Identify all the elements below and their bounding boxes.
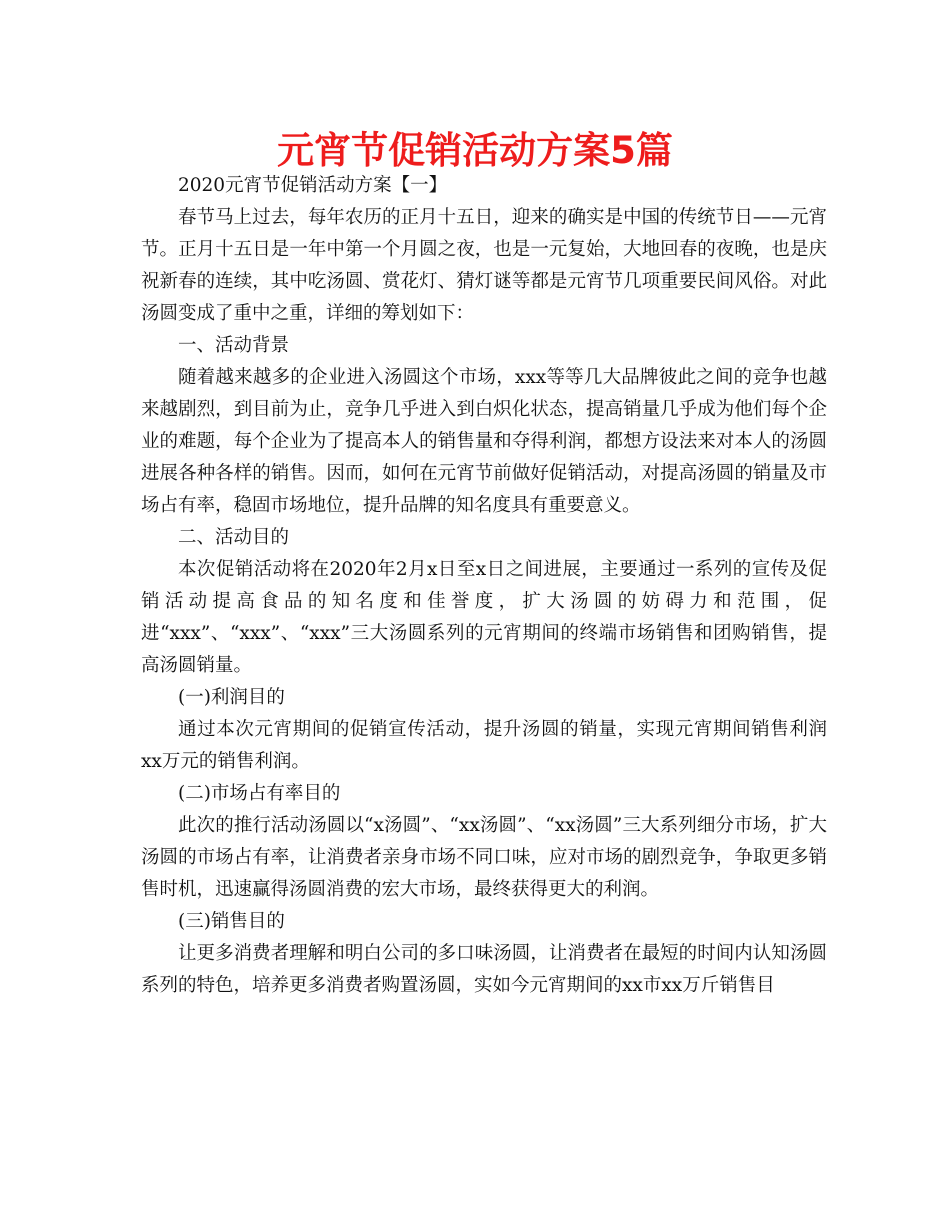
paragraph: 随着越来越多的企业进入汤圆这个市场，xxx等等几大品牌彼此之间的竞争也越来越剧烈，到目前为止，竞争几乎进入到白炽化状态，提高销量几乎成为他们每个企业的难题，每个企业为了提高本人的销售量和夺得利润，都想方设法来对本人的汤圆进展各种各样的销售。因而，如何在元宵节前做好促销活动，对提高汤圆的销量及市场占有率，稳固市场地位，提升品牌的知名度具有重要意义。 bbox=[141, 367, 827, 516]
subsection-heading: (二)市场占有率目的 bbox=[178, 783, 341, 804]
section-heading: 2020元宵节促销活动方案【一】 bbox=[178, 175, 448, 196]
section-heading: 二、活动目的 bbox=[178, 527, 290, 548]
paragraph: 通过本次元宵期间的促销宣传活动，提升汤圆的销量，实现元宵期间销售利润xx万元的销售利润。 bbox=[141, 719, 827, 772]
subsection-heading: (三)销售目的 bbox=[178, 911, 285, 932]
paragraph: 让更多消费者理解和明白公司的多口味汤圆，让消费者在最短的时间内认知汤圆系列的特色，培养更多消费者购置汤圆，实如今元宵期间的xx市xx万斤销售目 bbox=[141, 943, 827, 996]
subsection-heading: (一)利润目的 bbox=[178, 687, 285, 708]
paragraph: 春节马上过去，每年农历的正月十五日，迎来的确实是中国的传统节日——元宵节。正月十五日是一年中第一个月圆之夜，也是一元复始，大地回春的夜晚，也是庆祝新春的连续，其中吃汤圆、赏花灯、猜灯谜等都是元宵节几项重要民间风俗。对此汤圆变成了重中之重，详细的筹划如下： bbox=[141, 207, 827, 324]
document-body bbox=[141, 170, 827, 1002]
section-heading: 一、活动背景 bbox=[178, 335, 290, 356]
paragraph: 本次促销活动将在2020年2月x日至x日之间进展，主要通过一系列的宣传及促销活动提高食品的知名度和佳誉度，扩大汤圆的妨碍力和范围，促进“xxx”、“xxx”、“xxx”三大汤圆系列的元宵期间的终端市场销售和团购销售，提高汤圆销量。 bbox=[141, 559, 827, 676]
paragraph: 此次的推行活动汤圆以“x汤圆”、“xx汤圆”、“xx汤圆”三大系列细分市场，扩大汤圆的市场占有率，让消费者亲身市场不同口味，应对市场的剧烈竞争，争取更多销售时机，迅速赢得汤圆消费的宏大市场，最终获得更大的利润。 bbox=[141, 815, 827, 900]
document-title: 元宵节促销活动方案5篇 bbox=[277, 129, 673, 172]
